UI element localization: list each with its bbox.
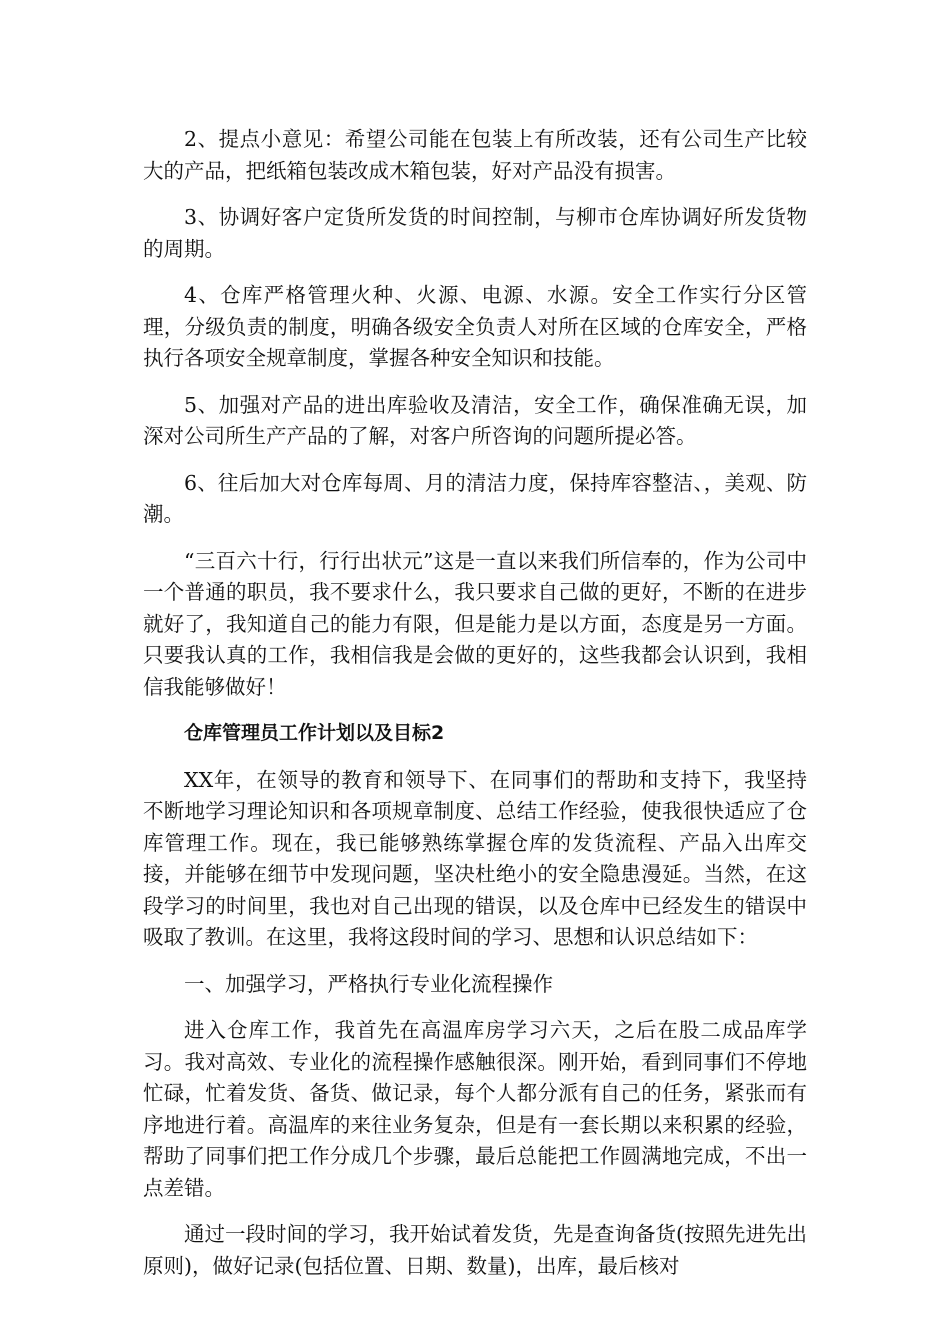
section-heading: 仓库管理员工作计划以及目标2 [184,722,445,744]
paragraph-cleaning: 6、往后加大对仓库每周、月的清洁力度，保持库容整洁、，美观、防潮。 [143,470,807,526]
paragraph-subheading-study: 一、加强学习，严格执行专业化流程操作 [184,971,553,996]
paragraph-warehouse-entry: 进入仓库工作，我首先在高温库房学习六天，之后在股二成品库学习。我对高效、专业化的流程操作感触很深。刚开始，看到同事们不停地忙碌，忙着发货、备货、做记录，每个人都分派有自己的任务，紧张而有序地进行着。高温库的来往业务复杂，但是有一套长期以来积累的经验，帮助了同事们把工作分成几个步骤，最后总能把工作圆满地完成，不出一点差错。 [143,1018,807,1200]
paragraph-fire-safety: 4、仓库严格管理火种、火源、电源、水源。安全工作实行分区管理，分级负责的制度，明确各级安全负责人对所在区域的仓库安全，严格执行各项安全规章制度，掌握各种安全知识和技能。 [143,283,807,370]
paragraph-motto: “三百六十行，行行出状元”这是一直以来我们所信奉的，作为公司中一个普通的职员，我不要求什么，我只要求自己做的更好，不断的在进步就好了，我知道自己的能力有限，但是能力是以方面，态度是另一方面。只要我认真的工作，我相信我是会做的更好的，这些我都会认识到，我相信我能够做好！ [143,548,807,699]
paragraph-inspection: 5、加强对产品的进出库验收及清洁，安全工作，确保准确无误，加深对公司所生产产品的了解，对客户所咨询的问题所提必答。 [143,392,807,448]
paragraph-year-summary: XX年，在领导的教育和领导下、在同事们的帮助和支持下，我坚持不断地学习理论知识和各项规章制度、总结工作经验，使我很快适应了仓库管理工作。现在，我已能够熟练掌握仓库的发货流程、产品入出库交接，并能够在细节中发现问题，坚决杜绝小的安全隐患漫延。当然，在这段学习的时间里，我也对自己出现的错误，以及仓库中已经发生的错误中吸取了教训。在这里，我将这段时间的学习、思想和认识总结如下： [143,767,807,949]
paragraph-suggestion-packaging: 2、提点小意见：希望公司能在包装上有所改装，还有公司生产比较大的产品，把纸箱包装改成木箱包装，好对产品没有损害。 [143,127,807,183]
paragraph-shipping-practice: 通过一段时间的学习，我开始试着发货，先是查询备货(按照先进先出原则)，做好记录(包括位置、日期、数量)，出库，最后核对 [143,1222,807,1278]
document-page [143,124,807,1297]
paragraph-delivery-schedule: 3、协调好客户定货所发货的时间控制，与柳市仓库协调好所发货物的周期。 [143,205,807,261]
